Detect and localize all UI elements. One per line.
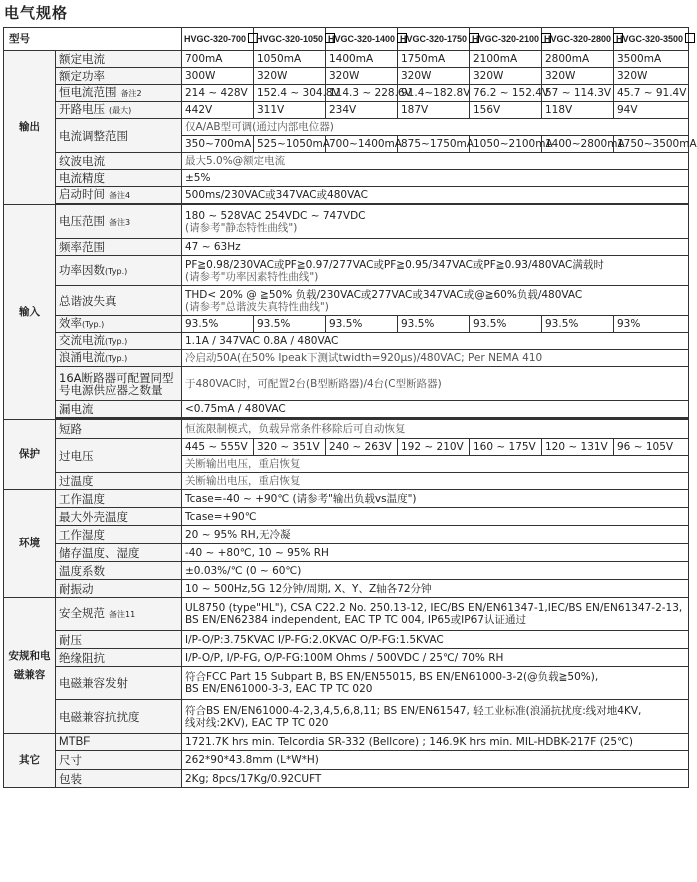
table-cell: 187V xyxy=(398,102,470,119)
param-name xyxy=(56,256,182,286)
table-cell: I/P-O/P:3.75KVAC I/P-FG:2.0KVAC O/P-FG:1.5KVAC xyxy=(182,631,689,649)
table-cell xyxy=(182,205,689,239)
cell-text: 线对线:2KV), EAC TP TC 020 xyxy=(185,716,329,729)
table-row xyxy=(4,544,689,562)
table-cell: 1721.7K hrs min. Telcordia SR-332 (Bellcore) ; 146.9K hrs min. MIL-HDBK-217F (25℃) xyxy=(182,734,689,751)
table-cell: 875~1750mA xyxy=(398,136,470,153)
group-output: 输出 xyxy=(4,51,56,205)
cell-text: 浪涌电流 xyxy=(59,350,105,364)
table-cell: 300W xyxy=(182,68,254,85)
table-cell: 93.5% xyxy=(326,316,398,333)
param-name: 16A断路器可配置同型号电源供应器之数量 xyxy=(56,367,182,401)
table-row xyxy=(4,367,689,401)
cell-text: (Typ.) xyxy=(105,266,128,276)
param-name: 温度系数 xyxy=(56,562,182,580)
table-row xyxy=(4,239,689,256)
cell-text: (Typ.) xyxy=(82,320,105,329)
param-name: 漏电流 xyxy=(56,401,182,418)
cell-text: THD< 20% @ ≧50% 负载/230VAC或277VAC或347VAC或@≧60%负载/480VAC xyxy=(185,288,583,301)
table-cell: <0.75mA / 480VAC xyxy=(182,401,689,418)
table-row xyxy=(4,420,689,439)
cell-text: (Typ.) xyxy=(105,354,128,363)
table-row xyxy=(4,562,689,580)
table-row xyxy=(4,187,689,204)
table-row xyxy=(4,734,689,751)
table-cell: Tcase=+90℃ xyxy=(182,508,689,526)
table-cell: 93.5% xyxy=(398,316,470,333)
table-cell: 恒流限制模式，负载异常条件移除后可自动恢复 xyxy=(182,420,689,439)
param-name: MTBF xyxy=(56,734,182,751)
table-cell: 114.3 ~ 228.6V xyxy=(326,85,398,102)
table-cell: 152.4 ~ 304.8V xyxy=(254,85,326,102)
table-cell: 93.5% xyxy=(254,316,326,333)
table-cell: 320 ~ 351V xyxy=(254,439,326,456)
table-row xyxy=(4,580,689,598)
table-row xyxy=(4,770,689,788)
table-cell: 445 ~ 555V xyxy=(182,439,254,456)
table-cell: 214 ~ 428V xyxy=(182,85,254,102)
cell-text: HVGC-320-700 xyxy=(184,34,247,44)
table-cell: 320W xyxy=(542,68,614,85)
cell-text: PF≧0.98/230VAC或PF≧0.97/277VAC或PF≧0.95/347VAC或PF≧0.93/480VAC满载时 xyxy=(185,258,604,271)
table-cell: ±5% xyxy=(182,170,689,187)
param-name: 短路 xyxy=(56,420,182,439)
param-name: 包装 xyxy=(56,770,182,788)
param-name: 尺寸 xyxy=(56,751,182,770)
table-cell: 20 ~ 95% RH,无冷凝 xyxy=(182,526,689,544)
param-name xyxy=(56,350,182,367)
group-input: 输入 xyxy=(4,205,56,420)
cell-text: 开路电压 xyxy=(59,102,105,116)
model-header xyxy=(398,28,470,51)
table-cell: 仅A/AB型可调(通过内部电位器) xyxy=(182,119,689,136)
table-row xyxy=(4,649,689,667)
table-cell: 关断输出电压，重启恢复 xyxy=(182,456,689,473)
doc-title: 电气规格 xyxy=(4,4,69,22)
cell-text: HVGC-320-2100 xyxy=(472,34,540,44)
cell-text: BS EN/EN62384 independent, EAC TP TC 004, IP65或IP67认证通过 xyxy=(185,614,526,626)
param-name: 过电压 xyxy=(56,439,182,473)
cell-text: 安全规范 xyxy=(59,606,105,620)
cell-text: 功率因数 xyxy=(59,262,105,277)
table-cell: 234V xyxy=(326,102,398,119)
cell-text: (请参考"总谐波失真特性曲线") xyxy=(185,300,329,313)
table-cell: 93.5% xyxy=(182,316,254,333)
model-header xyxy=(470,28,542,51)
table-row xyxy=(4,667,689,700)
table-cell: 96 ~ 105V xyxy=(614,439,689,456)
param-name: 工作温度 xyxy=(56,490,182,508)
cell-text: 启动时间 xyxy=(59,187,105,201)
table-cell: 2100mA xyxy=(470,51,542,68)
table-cell: 442V xyxy=(182,102,254,119)
cell-text: 符合FCC Part 15 Subpart B, BS EN/EN55015, BS EN/EN61000-3-2(@负载≧50%), xyxy=(185,671,599,683)
table-cell xyxy=(182,598,689,631)
param-name xyxy=(56,85,182,102)
table-cell: 320W xyxy=(326,68,398,85)
table-cell xyxy=(182,667,689,700)
param-name: 频率范围 xyxy=(56,239,182,256)
cell-text: (请参考"静态特性曲线") xyxy=(185,221,298,234)
table-row xyxy=(4,85,689,102)
param-name xyxy=(56,205,182,239)
table-cell xyxy=(182,700,689,734)
table-row xyxy=(4,102,689,119)
param-name: 工作湿度 xyxy=(56,526,182,544)
table-row xyxy=(4,333,689,350)
table-row xyxy=(4,700,689,734)
table-cell: 45.7 ~ 91.4V xyxy=(614,85,689,102)
table-cell: 91.4~182.8V xyxy=(398,85,470,102)
table-cell: -40 ~ +80℃, 10 ~ 95% RH xyxy=(182,544,689,562)
table-cell: 76.2 ~ 152.4V xyxy=(470,85,542,102)
param-name: 最大外壳温度 xyxy=(56,508,182,526)
cell-text: (Typ.) xyxy=(105,337,128,346)
cell-text: 备注2 xyxy=(120,89,142,98)
table-cell: 1050mA xyxy=(254,51,326,68)
table-row xyxy=(4,350,689,367)
table-cell: 57 ~ 114.3V xyxy=(542,85,614,102)
table-cell: 350~700mA xyxy=(182,136,254,153)
table-cell: 120 ~ 131V xyxy=(542,439,614,456)
cell-text: HVGC-320-2800 xyxy=(544,34,612,44)
table-cell xyxy=(182,286,689,316)
table-cell xyxy=(182,256,689,286)
table-row xyxy=(4,153,689,170)
group-safety-emc: 安规和电磁兼容 xyxy=(4,598,56,734)
param-name: 电流精度 xyxy=(56,170,182,187)
model-header xyxy=(542,28,614,51)
cell-text: 180 ~ 528VAC 254VDC ~ 747VDC xyxy=(185,209,366,222)
table-row xyxy=(4,526,689,544)
table-cell: 1750mA xyxy=(398,51,470,68)
cell-text: HVGC-320-3500 xyxy=(616,34,684,44)
table-row xyxy=(4,119,689,136)
table-cell: 525~1050mA xyxy=(254,136,326,153)
table-cell: 320W xyxy=(614,68,689,85)
table-cell: 700~1400mA xyxy=(326,136,398,153)
table-row xyxy=(4,316,689,333)
model-header xyxy=(326,28,398,51)
table-cell: 700mA xyxy=(182,51,254,68)
model-header xyxy=(254,28,326,51)
table-cell: 93% xyxy=(614,316,689,333)
model-label: 型号 xyxy=(4,28,182,51)
cell-text: HVGC-320-1050 xyxy=(256,34,324,44)
param-name xyxy=(56,333,182,350)
param-name xyxy=(56,598,182,631)
table-cell: 93.5% xyxy=(470,316,542,333)
cell-text: 电压范围 xyxy=(59,213,105,228)
table-cell: 47 ~ 63Hz xyxy=(182,239,689,256)
param-name: 储存温度、湿度 xyxy=(56,544,182,562)
group-environment: 环境 xyxy=(4,490,56,598)
param-name: 绝缘阻抗 xyxy=(56,649,182,667)
param-name: 过温度 xyxy=(56,473,182,490)
table-cell: I/P-O/P, I/P-FG, O/P-FG:100M Ohms / 500VDC / 25℃/ 70% RH xyxy=(182,649,689,667)
table-cell: 320W xyxy=(470,68,542,85)
table-row xyxy=(4,170,689,187)
table-cell: 118V xyxy=(542,102,614,119)
cell-text: HVGC-320-1750 xyxy=(400,34,468,44)
cell-text: (最大) xyxy=(109,106,132,115)
table-cell: 192 ~ 210V xyxy=(398,439,470,456)
table-cell: 94V xyxy=(614,102,689,119)
cell-text: 符合BS EN/EN61000-4-2,3,4,5,6,8,11; BS EN/EN61547, 轻工业标准(浪涌抗扰度:线对地4KV, xyxy=(185,704,642,717)
table-row xyxy=(4,751,689,770)
model-header-row xyxy=(4,28,689,51)
table-cell: 1400~2800mA xyxy=(542,136,614,153)
group-protection: 保护 xyxy=(4,420,56,490)
param-name: 电磁兼容发射 xyxy=(56,667,182,700)
table-cell: 500ms/230VAC或347VAC或480VAC xyxy=(182,187,689,204)
cell-text: 备注3 xyxy=(109,217,131,227)
model-header xyxy=(182,28,254,51)
param-name xyxy=(56,187,182,204)
table-cell: 1.1A / 347VAC 0.8A / 480VAC xyxy=(182,333,689,350)
cell-text: 备注11 xyxy=(109,610,136,619)
table-cell: 156V xyxy=(470,102,542,119)
cell-text: (请参考"功率因素特性曲线") xyxy=(185,270,319,283)
cell-text: 备注4 xyxy=(109,191,131,200)
table-cell: 311V xyxy=(254,102,326,119)
cell-text: 效率 xyxy=(59,316,82,330)
table-cell: 3500mA xyxy=(614,51,689,68)
cell-text: UL8750 (type"HL"), CSA C22.2 No. 250.13-12, IEC/BS EN/EN61347-1,IEC/BS EN/EN61347-2-13, xyxy=(185,602,683,614)
table-row xyxy=(4,51,689,68)
table-cell: 1050~2100mA xyxy=(470,136,542,153)
table-cell: 于480VAC时，可配置2台(B型断路器)/4台(C型断路器) xyxy=(182,367,689,401)
table-row xyxy=(4,508,689,526)
table-cell: 2800mA xyxy=(542,51,614,68)
table-row xyxy=(4,68,689,85)
table-row xyxy=(4,205,689,239)
param-name: 纹波电流 xyxy=(56,153,182,170)
param-name: 耐压 xyxy=(56,631,182,649)
table-cell: 93.5% xyxy=(542,316,614,333)
table-cell: 160 ~ 175V xyxy=(470,439,542,456)
table-cell: Tcase=-40 ~ +90℃ (请参考"输出负载vs温度") xyxy=(182,490,689,508)
table-row xyxy=(4,256,689,286)
table-row xyxy=(4,631,689,649)
model-header xyxy=(614,28,689,51)
cell-text: BS EN/EN61000-3-3, EAC TP TC 020 xyxy=(185,683,373,695)
param-name: 电流调整范围 xyxy=(56,119,182,153)
group-others: 其它 xyxy=(4,734,56,788)
table-cell: 1400mA xyxy=(326,51,398,68)
param-name: 额定电流 xyxy=(56,51,182,68)
table-cell: 冷启动50A(在50% Ipeak下测试twidth=920μs)/480VAC; Per NEMA 410 xyxy=(182,350,689,367)
param-name: 总谐波失真 xyxy=(56,286,182,316)
param-name xyxy=(56,102,182,119)
table-cell: 240 ~ 263V xyxy=(326,439,398,456)
table-row xyxy=(4,473,689,490)
table-cell: 最大5.0%@额定电流 xyxy=(182,153,689,170)
table-cell: 1750~3500mA xyxy=(614,136,689,153)
table-row xyxy=(4,286,689,316)
checkbox-icon xyxy=(685,33,695,43)
param-name: 耐振动 xyxy=(56,580,182,598)
table-cell: ±0.03%/℃ (0 ~ 60℃) xyxy=(182,562,689,580)
table-cell: 2Kg; 8pcs/17Kg/0.92CUFT xyxy=(182,770,689,788)
table-cell: 262*90*43.8mm (L*W*H) xyxy=(182,751,689,770)
table-row xyxy=(4,401,689,418)
param-name: 额定功率 xyxy=(56,68,182,85)
table-row xyxy=(4,439,689,456)
cell-text: 交流电流 xyxy=(59,333,105,347)
table-cell: 320W xyxy=(254,68,326,85)
table-row xyxy=(4,598,689,631)
param-name xyxy=(56,316,182,333)
spec-table xyxy=(3,27,697,788)
cell-text: HVGC-320-1400 xyxy=(328,34,396,44)
table-cell: 关断输出电压，重启恢复 xyxy=(182,473,689,490)
table-cell: 10 ~ 500Hz,5G 12分钟/周期, X、Y、Z轴各72分钟 xyxy=(182,580,689,598)
table-cell: 320W xyxy=(398,68,470,85)
table-row xyxy=(4,490,689,508)
cell-text: 恒电流范围 xyxy=(59,85,117,99)
param-name: 电磁兼容抗扰度 xyxy=(56,700,182,734)
